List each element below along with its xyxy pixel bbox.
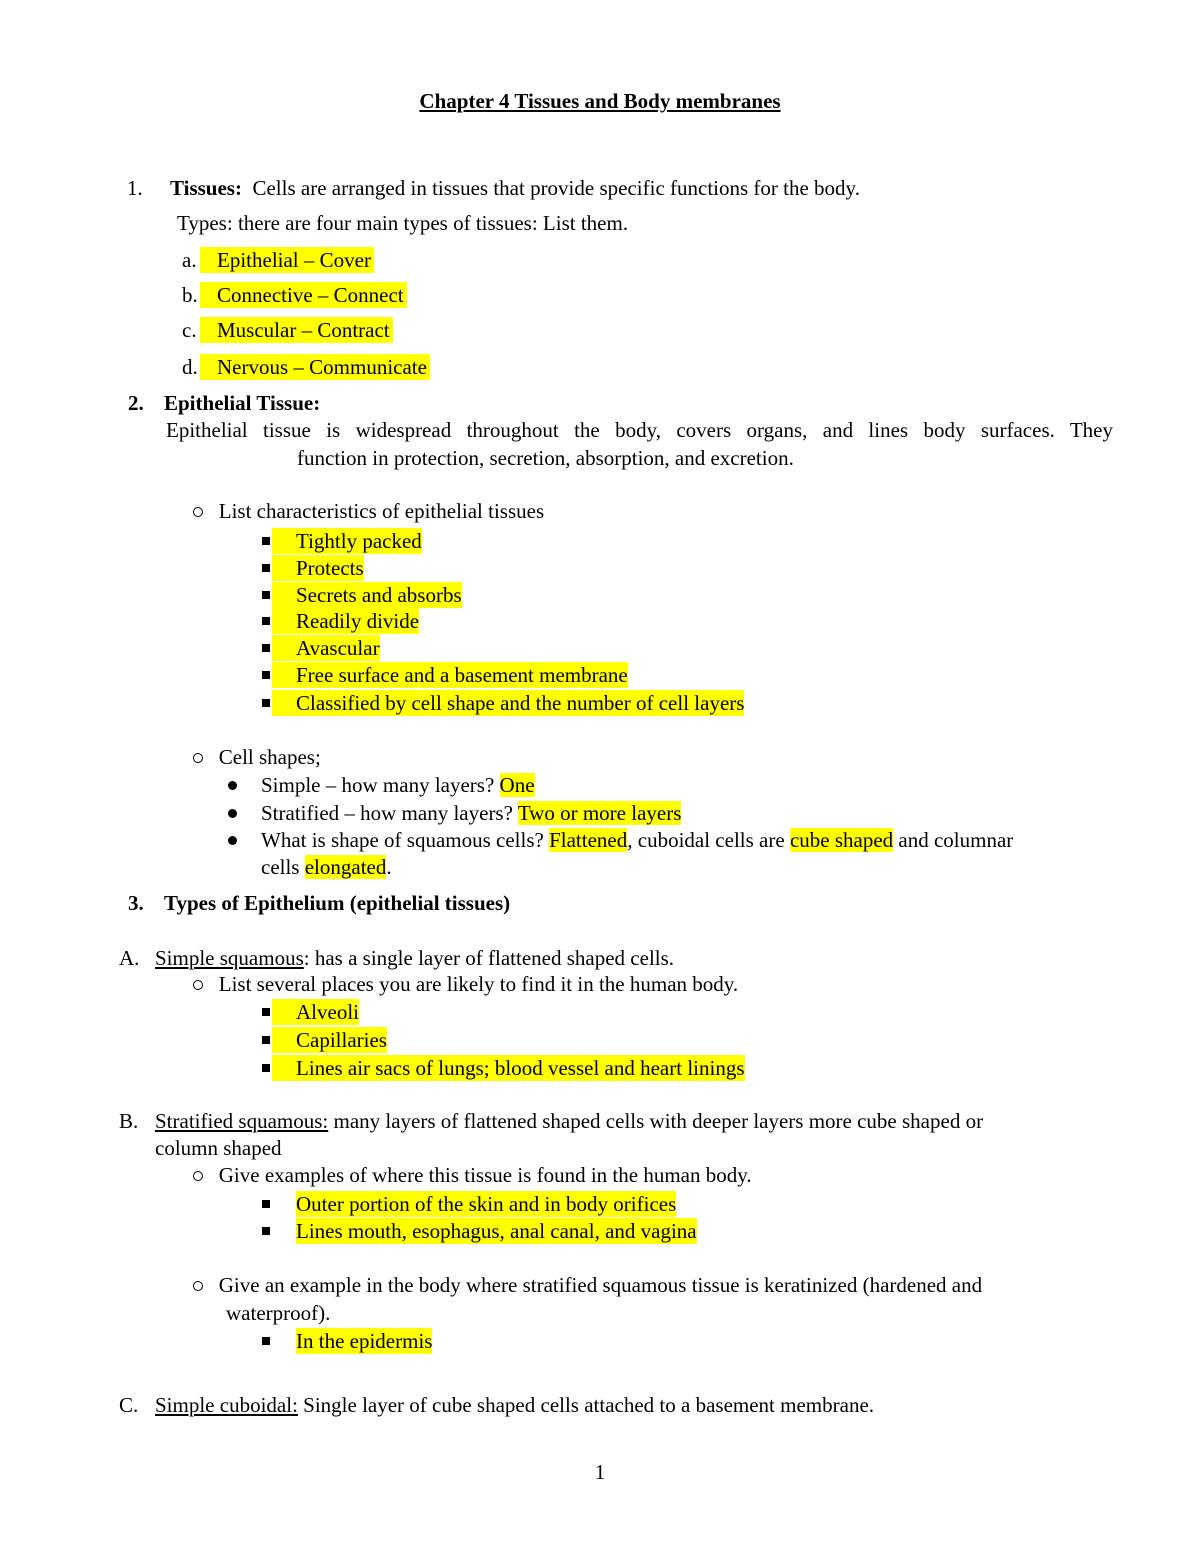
cell-shapes-heading: Cell shapes; <box>218 745 321 769</box>
section-2-number: 2. <box>128 391 144 415</box>
type-a-answer-item <box>262 999 270 1025</box>
tissue-type-letter: c. <box>182 318 197 342</box>
tissue-type-item: Muscular – Contract <box>200 317 393 343</box>
cell-shape-text: cells <box>261 855 305 879</box>
characteristic-item <box>262 555 270 581</box>
type-b-question-1 <box>193 1162 752 1188</box>
type-b-line <box>155 1108 983 1134</box>
characteristic-item <box>262 635 270 661</box>
type-a-question <box>193 971 738 997</box>
circle-bullet-icon <box>193 1171 203 1181</box>
characteristic-text: Secrets and absorbs <box>272 582 462 608</box>
square-bullet-icon <box>262 591 270 599</box>
squamous-shape-answer: Flattened <box>549 828 628 852</box>
type-a-question-text: List several places you are likely to find it in the human body. <box>218 972 739 996</box>
characteristic-item <box>262 662 270 688</box>
square-bullet-icon <box>262 564 270 572</box>
type-c-letter: C. <box>119 1393 139 1417</box>
square-bullet-icon <box>262 617 270 625</box>
cell-shapes-question <box>193 744 321 770</box>
circle-bullet-icon <box>193 1281 203 1291</box>
characteristic-text: Protects <box>272 555 364 581</box>
type-a-line <box>155 945 674 971</box>
type-a-answer: Lines air sacs of lungs; blood vessel and heart linings <box>272 1055 745 1081</box>
characteristic-text: Free surface and a basement membrane <box>272 662 628 688</box>
tissue-type-item: Epithelial – Cover <box>200 247 374 273</box>
type-b-answer-2: In the epidermis <box>296 1329 433 1353</box>
circle-bullet-icon <box>193 753 203 763</box>
square-bullet-icon <box>262 699 270 707</box>
stratified-layers-answer: Two or more layers <box>517 801 682 825</box>
cell-shape-item-continued <box>261 854 392 880</box>
page-number: 1 <box>594 1460 606 1484</box>
characteristics-heading: List characteristics of epithelial tissues <box>218 499 545 523</box>
cell-shape-item <box>228 827 1013 853</box>
type-b-question-2-continued: waterproof). <box>226 1301 331 1325</box>
characteristic-item <box>262 690 270 716</box>
cell-shape-text: . <box>386 855 392 879</box>
type-b-description-continued: column shaped <box>155 1136 282 1160</box>
square-bullet-icon <box>262 1036 270 1044</box>
characteristic-text: Tightly packed <box>272 528 422 554</box>
tissue-type-letter: a. <box>182 248 197 272</box>
tissue-type-letter: d. <box>182 355 198 379</box>
type-b-answer-2-item <box>262 1328 270 1354</box>
epithelial-paragraph-line-2: function in protection, secretion, absorption, and excretion. <box>297 446 794 470</box>
square-bullet-icon <box>262 1227 270 1235</box>
characteristics-question <box>193 498 544 524</box>
type-c-description: Single layer of cube shaped cells attached to a basement membrane. <box>297 1393 875 1417</box>
characteristic-text: Readily divide <box>272 608 419 634</box>
round-bullet-icon <box>228 809 237 818</box>
section-1-text: Cells are arranged in tissues that provide specific functions for the body. <box>252 176 860 200</box>
type-b-description: many layers of flattened shaped cells with deeper layers more cube shaped or <box>328 1109 984 1133</box>
section-1-label: Tissues: <box>170 176 242 200</box>
square-bullet-icon <box>262 1337 270 1345</box>
tissue-type-item: Nervous – Communicate <box>200 354 430 380</box>
square-bullet-icon <box>262 1200 270 1208</box>
type-c-name: Simple cuboidal: <box>155 1393 298 1417</box>
type-a-name: Simple squamous <box>155 946 304 970</box>
page-title: Chapter 4 Tissues and Body membranes <box>419 89 781 113</box>
simple-layers-question: Simple – how many layers? <box>261 773 500 797</box>
type-a-letter: A. <box>119 946 140 970</box>
cuboidal-shape-answer: cube shaped <box>789 828 894 852</box>
cell-shape-text: , cuboidal cells are <box>627 828 790 852</box>
type-b-question-1-text: Give examples of where this tissue is found in the human body. <box>218 1163 752 1187</box>
characteristic-item <box>262 528 270 554</box>
square-bullet-icon <box>262 644 270 652</box>
type-a-description: : has a single layer of flattened shaped cells. <box>303 946 675 970</box>
type-b-name: Stratified squamous: <box>155 1109 329 1133</box>
columnar-shape-answer: elongated <box>304 855 387 879</box>
type-b-letter: B. <box>119 1109 139 1133</box>
section-1-number: 1. <box>127 176 143 200</box>
section-3-label: Types of Epithelium (epithelial tissues) <box>164 891 511 915</box>
tissue-type-letter: b. <box>182 283 198 307</box>
type-b-question-2 <box>193 1272 982 1298</box>
square-bullet-icon <box>262 671 270 679</box>
stratified-layers-question: Stratified – how many layers? <box>261 801 518 825</box>
characteristic-item <box>262 582 270 608</box>
characteristic-text: Classified by cell shape and the number of cell layers <box>272 690 744 716</box>
square-bullet-icon <box>262 1064 270 1072</box>
epithelial-paragraph-line-1: Epithelial tissue is widespread throughout the body, covers organs, and lines body surfaces. They <box>166 418 1113 442</box>
section-2-label: Epithelial Tissue: <box>164 391 321 415</box>
round-bullet-icon <box>228 836 237 845</box>
type-a-answer-item <box>262 1027 270 1053</box>
cell-shape-text: and columnar <box>893 828 1014 852</box>
type-b-question-2-text: Give an example in the body where stratified squamous tissue is keratinized (hardened and <box>218 1273 983 1297</box>
square-bullet-icon <box>262 1008 270 1016</box>
tissue-type-item: Connective – Connect <box>200 282 407 308</box>
type-a-answer: Capillaries <box>272 1027 387 1053</box>
simple-layers-answer: One <box>499 773 535 797</box>
stratified-layers-item <box>228 800 681 826</box>
type-a-answer: Alveoli <box>272 999 359 1025</box>
section-3-number: 3. <box>128 891 144 915</box>
circle-bullet-icon <box>193 980 203 990</box>
characteristic-item <box>262 608 270 634</box>
square-bullet-icon <box>262 537 270 545</box>
characteristic-text: Avascular <box>272 635 380 661</box>
type-b-answer-item <box>262 1218 270 1244</box>
type-b-answer-item <box>262 1191 270 1217</box>
type-b-answer: Outer portion of the skin and in body orifices <box>296 1192 677 1216</box>
type-b-answer: Lines mouth, esophagus, anal canal, and vagina <box>296 1219 697 1243</box>
cell-shape-question: What is shape of squamous cells? <box>261 828 550 852</box>
types-prompt: Types: there are four main types of tissues: List them. <box>177 211 629 235</box>
type-c-line <box>155 1392 874 1418</box>
section-1-line <box>170 175 860 201</box>
round-bullet-icon <box>228 781 237 790</box>
simple-layers-item <box>228 772 535 798</box>
circle-bullet-icon <box>193 507 203 517</box>
type-a-answer-item <box>262 1055 270 1081</box>
